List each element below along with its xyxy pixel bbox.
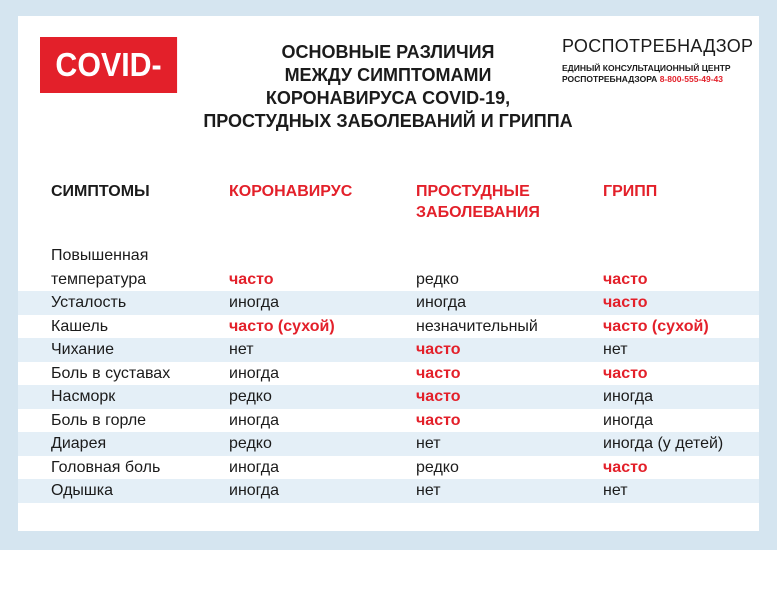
flu-cell: часто (сухой) xyxy=(603,317,709,335)
org-sub-name: РОСПОТРЕБНАДЗОРА xyxy=(562,74,658,84)
flu-cell: часто xyxy=(603,364,648,382)
header-symptoms: СИМПТОМЫ xyxy=(51,183,150,200)
cold-cell: часто xyxy=(416,411,461,429)
table-row xyxy=(18,362,759,386)
flu-cell: нет xyxy=(603,482,628,499)
covid-logo: COVID-19 xyxy=(40,37,177,93)
symptom-cell: Усталость xyxy=(51,294,127,311)
cold-cell: часто xyxy=(416,388,461,405)
title-line: КОРОНАВИРУСА COVID-19, xyxy=(265,88,511,108)
coronavirus-cell: часто xyxy=(229,270,274,288)
table-row xyxy=(18,432,759,456)
symptom-cell: Боль в горле xyxy=(51,411,147,429)
header-coronavirus: КОРОНАВИРУС xyxy=(229,183,353,200)
cold-cell: часто xyxy=(416,364,461,382)
symptom-cell: Насморк xyxy=(51,388,116,405)
org-phone: 8-800-555-49-43 xyxy=(659,74,724,84)
cold-cell: нет xyxy=(416,482,441,499)
header-flu: ГРИПП xyxy=(603,183,658,200)
table-row xyxy=(18,338,759,362)
org-block xyxy=(562,36,752,85)
cold-cell: редко xyxy=(416,270,459,288)
header-cold xyxy=(416,181,556,223)
table-header xyxy=(18,178,759,244)
table-row xyxy=(18,385,759,409)
cold-cell: незначительный xyxy=(416,317,538,335)
flu-cell: иногда xyxy=(603,388,654,405)
coronavirus-cell: нет xyxy=(229,341,254,358)
symptom-cell: Диарея xyxy=(51,435,107,452)
coronavirus-cell: редко xyxy=(229,388,272,405)
cold-cell: иногда xyxy=(416,294,467,311)
coronavirus-cell: часто (сухой) xyxy=(229,317,335,335)
cold-cell: редко xyxy=(416,458,459,476)
flu-cell: иногда (у детей) xyxy=(603,435,724,452)
symptom-cell: Боль в суставах xyxy=(51,364,171,382)
symptom-cell: Чихание xyxy=(51,341,114,358)
symptom-cell: Одышка xyxy=(51,482,114,499)
flu-cell: часто xyxy=(603,294,648,311)
flu-cell: часто xyxy=(603,458,648,476)
title-line: МЕЖДУ СИМПТОМАМИ xyxy=(284,65,492,85)
table-row xyxy=(18,409,759,433)
symptom-cell: Кашель xyxy=(51,317,109,335)
symptom-cell-line1: Повышенная xyxy=(51,247,149,264)
coronavirus-cell: иногда xyxy=(229,364,280,382)
org-sub-line: ЕДИНЫЙ КОНСУЛЬТАЦИОННЫЙ ЦЕНТР xyxy=(562,63,731,73)
org-name: РОСПОТРЕБНАДЗОР xyxy=(562,36,754,56)
header-cold-line1: ПРОСТУДНЫЕ xyxy=(416,183,530,200)
coronavirus-cell: иногда xyxy=(229,294,280,311)
table-row xyxy=(18,456,759,480)
table-row xyxy=(18,244,759,291)
flu-cell: иногда xyxy=(603,411,654,429)
flu-cell: нет xyxy=(603,341,628,358)
coronavirus-cell: редко xyxy=(229,435,272,452)
page-title xyxy=(188,41,588,133)
coronavirus-cell: иногда xyxy=(229,482,280,499)
table-row xyxy=(18,291,759,315)
cold-cell: часто xyxy=(416,341,461,358)
cold-cell: нет xyxy=(416,435,441,452)
header-cold-line2: ЗАБОЛЕВАНИЯ xyxy=(416,204,540,221)
org-sub-line-2 xyxy=(562,74,752,85)
symptom-cell: Головная боль xyxy=(51,458,161,476)
symptoms-table xyxy=(18,178,759,503)
table-row xyxy=(18,479,759,503)
flu-cell: часто xyxy=(603,270,648,288)
coronavirus-cell: иногда xyxy=(229,411,280,429)
title-line: ПРОСТУДНЫХ ЗАБОЛЕВАНИЙ И ГРИППА xyxy=(203,111,573,131)
symptom-cell: температура xyxy=(51,270,147,288)
coronavirus-cell: иногда xyxy=(229,458,280,476)
table-row xyxy=(18,315,759,339)
org-subtitle xyxy=(562,63,752,85)
poster-card xyxy=(18,16,759,531)
title-line: ОСНОВНЫЕ РАЗЛИЧИЯ xyxy=(281,42,495,62)
